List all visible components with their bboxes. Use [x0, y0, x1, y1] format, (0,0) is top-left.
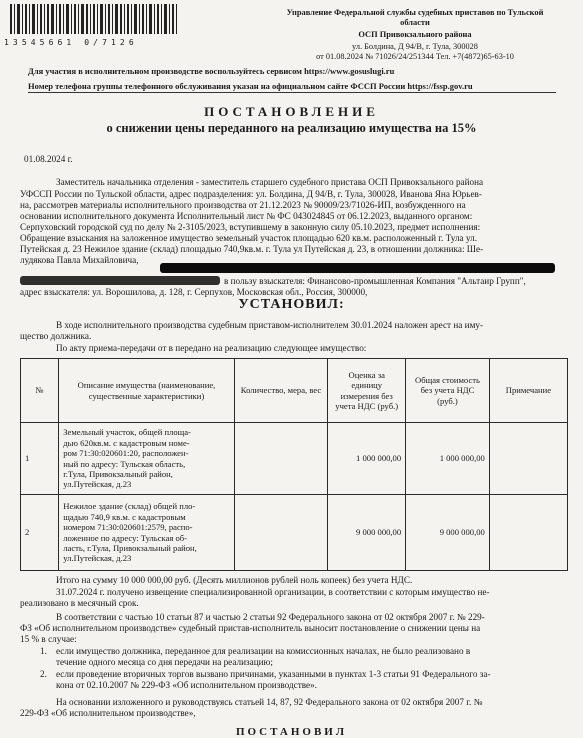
paragraph-line: Заместитель начальника отделения - заместитель старшего судебного пристава ОСП Привокзального района — [56, 177, 484, 187]
paragraph-line: реализовано в месячный срок. — [20, 598, 139, 608]
list-number: 2. — [40, 669, 47, 679]
paragraph-line: лудякова Павла Михайловича, — [20, 255, 139, 265]
paragraph-line: адрес взыскателя: ул. Ворошилова, д. 128, г. Серпухов, Московская обл., Россия, 300000, — [20, 287, 368, 297]
list-item: кона от 02.10.2007 № 229-ФЗ «Об исполнительном производстве». — [56, 680, 317, 690]
paragraph-line: Серпуховский городской суд по делу № 2-3105/2023, вступившему в законную силу 05.10.2023, предмет исполнения: — [20, 222, 481, 232]
gosuslugi-notice: Для участия в исполнительном производстве воспользуйтесь сервисом https://www.gosuslugi.ru — [28, 66, 395, 76]
table-cell: 1 000 000,00 — [328, 423, 406, 495]
table-row — [21, 495, 568, 571]
table-cell: 9 000 000,00 — [406, 495, 490, 571]
paragraph-line: 31.07.2024 г. получено извещение специализированной организации, в соответствии с которым имущество не- — [56, 587, 490, 597]
paragraph-line: На основании изложенного и руководствуясь статьей 14, 87, 92 Федерального закона от 02 октября 2007 г. № — [56, 697, 483, 707]
column-header: Оценка за единицу измерения без учета НДС (руб.) — [328, 359, 406, 423]
column-header: № — [21, 359, 59, 423]
org-name-2: области — [400, 18, 430, 27]
paragraph-line: щество должника. — [20, 331, 92, 341]
doc-reference: от 01.08.2024 № 71026/24/251344 Тел. +7(4872)65-63-10 — [316, 52, 514, 61]
table-cell: 1 — [21, 423, 59, 495]
department-name: ОСП Привокзального района — [358, 30, 472, 39]
property-table — [20, 358, 568, 571]
paragraph-line: Путейская д. 23 Нежилое здание (склад) площадью 740,9кв.м. г. Тула ул Путейская д. 23, в отношении должника: Ше- — [20, 244, 484, 254]
table-row — [21, 423, 568, 495]
paragraph-line: в пользу взыскателя: Финансово-промышленная Компания "Альтаир Групп", — [224, 276, 526, 286]
phone-notice: Номер телефона группы телефонного обслуживания указан на официальном сайте ФССП России https://fssp.gov.ru — [28, 81, 473, 91]
table-cell: Нежилое здание (склад) общей пло- щадью 740,9 кв.м. с кадастровым номером 71:30:020601:2579, распо- ложенное по адресу: Тульская об- ласть, г.Тула, Привокзальный район, ул.Путейская, д.23 — [59, 495, 234, 571]
list-item: если имущество должника, переданное для реализации на комиссионных началах, не было реализовано в — [56, 646, 471, 656]
paragraph-line: основании исполнительного документа Исполнительный лист № ФС 043024845 от 06.12.2023, выданного органом: — [20, 211, 473, 221]
document-title: ПОСТАНОВЛЕНИЕ — [204, 104, 379, 119]
document-subtitle: о снижении цены переданного на реализацию имущества на 15% — [106, 121, 477, 135]
list-item: течение одного месяца со дня передачи на реализацию; — [56, 657, 273, 667]
table-cell: Земельный участок, общей площа- дью 620кв.м. с кадастровым номе- ром 71:30:020601:20, расположен- ный по адресу: Тульская область, г.Тула, Привокзальный район, ул.Путейская, д.23 — [59, 423, 234, 495]
table-cell — [234, 423, 328, 495]
paragraph-line: на, рассмотрев материалы исполнительного производства от 21.12.2023 № 90009/23/71026-ИП, возбужденного на — [20, 200, 466, 210]
barcode-number: 13545661 0/7126 — [4, 38, 138, 47]
cut-off-heading: ПОСТАНОВИЛ — [235, 726, 348, 738]
paragraph-line: По акту приема-передачи от в передано на реализацию следующее имущество: — [56, 343, 367, 353]
column-header: Примечание — [489, 359, 567, 423]
table-cell: 2 — [21, 495, 59, 571]
total-line: Итого на сумму 10 000 000,00 руб. (Десять миллионов рублей ноль копеек) без учета НДС. — [56, 575, 413, 585]
document-date: 01.08.2024 г. — [24, 154, 73, 164]
redaction-bar — [20, 276, 220, 285]
paragraph-line: В ходе исполнительного производства судебным приставом-исполнителем 30.01.2024 наложен арест на иму- — [56, 320, 484, 330]
paragraph-line: В соответствии с частью 10 статьи 87 и частью 2 статьи 92 Федерального закона от 02 октября 2007 г. № 229- — [56, 612, 485, 622]
paragraph-line: Обращение взыскания на заложенное имущество земельный участок площадью 620 кв.м. расположенный г. Тула ул. — [20, 233, 477, 243]
barcode-image — [8, 4, 183, 36]
table-cell: 9 000 000,00 — [328, 495, 406, 571]
paragraph-line: ФЗ «Об исполнительном производстве» судебный пристав-исполнитель выносит постановление о снижении цены на — [20, 623, 481, 633]
table-cell: 1 000 000,00 — [406, 423, 490, 495]
paragraph-line: 229-ФЗ «Об исполнительном производстве», — [20, 708, 196, 718]
paragraph-line: 15 % в случае: — [20, 634, 77, 644]
notice-underline — [28, 92, 556, 93]
org-address: ул. Болдина, Д 94/В, г. Тула, 300028 — [352, 42, 478, 51]
list-item: если проведение вторичных торгов вызвано причинами, указанными в пунктах 1-3 статьи 91 Федерального за- — [56, 669, 491, 679]
column-header: Общая стоимость без учета НДС (руб.) — [406, 359, 490, 423]
redaction-bar — [160, 263, 555, 273]
table-cell — [234, 495, 328, 571]
table-cell — [489, 423, 567, 495]
resolution-heading: УСТАНОВИЛ: — [238, 297, 345, 312]
org-name: Управление Федеральной службы судебных приставов по Тульской — [286, 8, 544, 17]
column-header: Количество, мера, вес — [234, 359, 328, 423]
table-cell — [489, 495, 567, 571]
column-header: Описание имущества (наименование, существенные характеристики) — [59, 359, 234, 423]
paragraph-line: УФССП России по Тульской области, адрес подразделения: ул. Болдина, Д 94/В, г. Тула, 300028, Иванова Яна Юрьев- — [20, 189, 482, 199]
list-number: 1. — [40, 646, 47, 656]
